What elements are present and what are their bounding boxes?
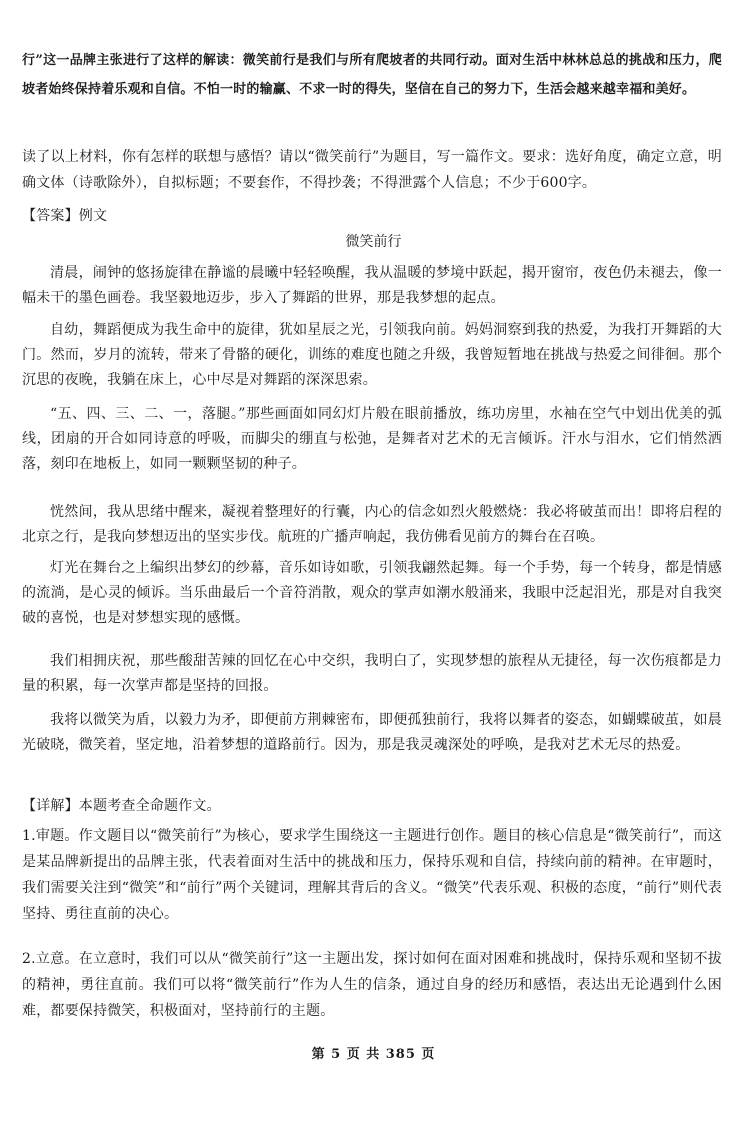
essay-paragraph: 我们相拥庆祝，那些酸甜苦辣的回忆在心中交织，我明白了，实现梦想的旅程从无捷径，每一次伤痕都是力量的积累，每一次掌声都是坚持的回报。 xyxy=(22,653,722,694)
essay-paragraph: 清晨，闹钟的悠扬旋律在静谧的晨曦中轻轻唤醒，我从温暖的梦境中跃起，揭开窗帘，夜色仍未褪去，像一幅未干的墨色画卷。我坚毅地迈步，步入了舞蹈的世界，那是我梦想的起点。 xyxy=(22,265,722,306)
prompt-text: 读了以上材料，你有怎样的联想与感悟？请以“微笑前行”为题目，写一篇作文。要求：选好角度，确定立意，明确文体（诗歌除外），自拟标题；不要套作，不得抄袭；不得泄露个人信息；不少于600字。 xyxy=(22,149,722,191)
essay-paragraph: “五、四、三、二、一，落腿。”那些画面如同幻灯片般在眼前播放，练功房里，水袖在空气中划出优美的弧线，团扇的开合如同诗意的呼吸，而脚尖的绷直与松弛，是舞者对艺术的无言倾诉。汗水与泪水，它们悄然洒落，刻印在地板上，如同一颗颗坚韧的种子。 xyxy=(22,406,722,472)
essay-paragraph: 自幼，舞蹈便成为我生命中的旋律，犹如星辰之光，引领我向前。妈妈洞察到我的热爱，为我打开舞蹈的大门。然而，岁月的流转，带来了骨骼的硬化，训练的难度也随之升级，我曾短暂地在挑战与热爱之间徘徊。那个沉思的夜晚，我躺在床上，心中尽是对舞蹈的深深思索。 xyxy=(22,322,722,388)
essay-paragraph: 我将以微笑为盾，以毅力为矛，即便前方荆棘密布，即便孤独前行，我将以舞者的姿态，如蝴蝶破茧，如晨光破晓，微笑着，坚定地，沿着梦想的道路前行。因为，那是我灵魂深处的呼唤，是我对艺术无尽的热爱。 xyxy=(22,712,722,753)
detail-point: 1.审题。作文题目以“微笑前行”为核心，要求学生围绕这一主题进行创作。题目的核心信息是“微笑前行”，而这是某品牌新提出的品牌主张，代表着面对生活中的挑战和压力，保持乐观和自信，持续向前的精神。在审题时，我们需要关注到“微笑”和“前行”两个关键词，理解其背后的含义。“微笑”代表乐观、积极的态度，“前行”则代表坚持、勇往直前的决心。 xyxy=(22,828,722,922)
essay-title: 微笑前行 xyxy=(345,234,402,250)
detail-point: 2.立意。在立意时，我们可以从“微笑前行”这一主题出发，探讨如何在面对困难和挑战时，保持乐观和坚韧不拔的精神，勇往直前。我们可以将“微笑前行”作为人生的信条，通过自身的经历和感悟，表达出无论遇到什么困难，都要保持微笑，积极面对，坚持前行的主题。 xyxy=(22,951,722,1019)
essay-paragraph: 恍然间，我从思绪中醒来，凝视着整理好的行囊，内心的信念如烈火般燃烧：我必将破茧而出！即将启程的北京之行，是我向梦想迈出的坚实步伐。航班的广播声响起，我仿佛看见前方的舞台在召唤。 xyxy=(22,504,722,545)
detail-label: 【详解】本题考查全命题作文。 xyxy=(22,798,221,814)
material-text: 行”这一品牌主张进行了这样的解读：微笑前行是我们与所有爬坡者的共同行动。面对生活中林林总总的挑战和压力，爬坡者始终保持着乐观和自信。不怕一时的输赢、不求一时的得失，坚信在自己的努力下，生活会越来越幸福和美好。 xyxy=(22,53,722,97)
essay-paragraph: 灯光在舞台之上编织出梦幻的纱幕，音乐如诗如歌，引领我翩然起舞。每一个手势，每一个转身，都是情感的流淌，是心灵的倾诉。当乐曲最后一个音符消散，观众的掌声如潮水般涌来，我眼中泛起泪光，那是对自我突破的喜悦，也是对梦想实现的感慨。 xyxy=(22,560,722,626)
page-footer: 第 5 页 共 385 页 xyxy=(311,1047,436,1062)
answer-label: 【答案】例文 xyxy=(22,208,108,224)
